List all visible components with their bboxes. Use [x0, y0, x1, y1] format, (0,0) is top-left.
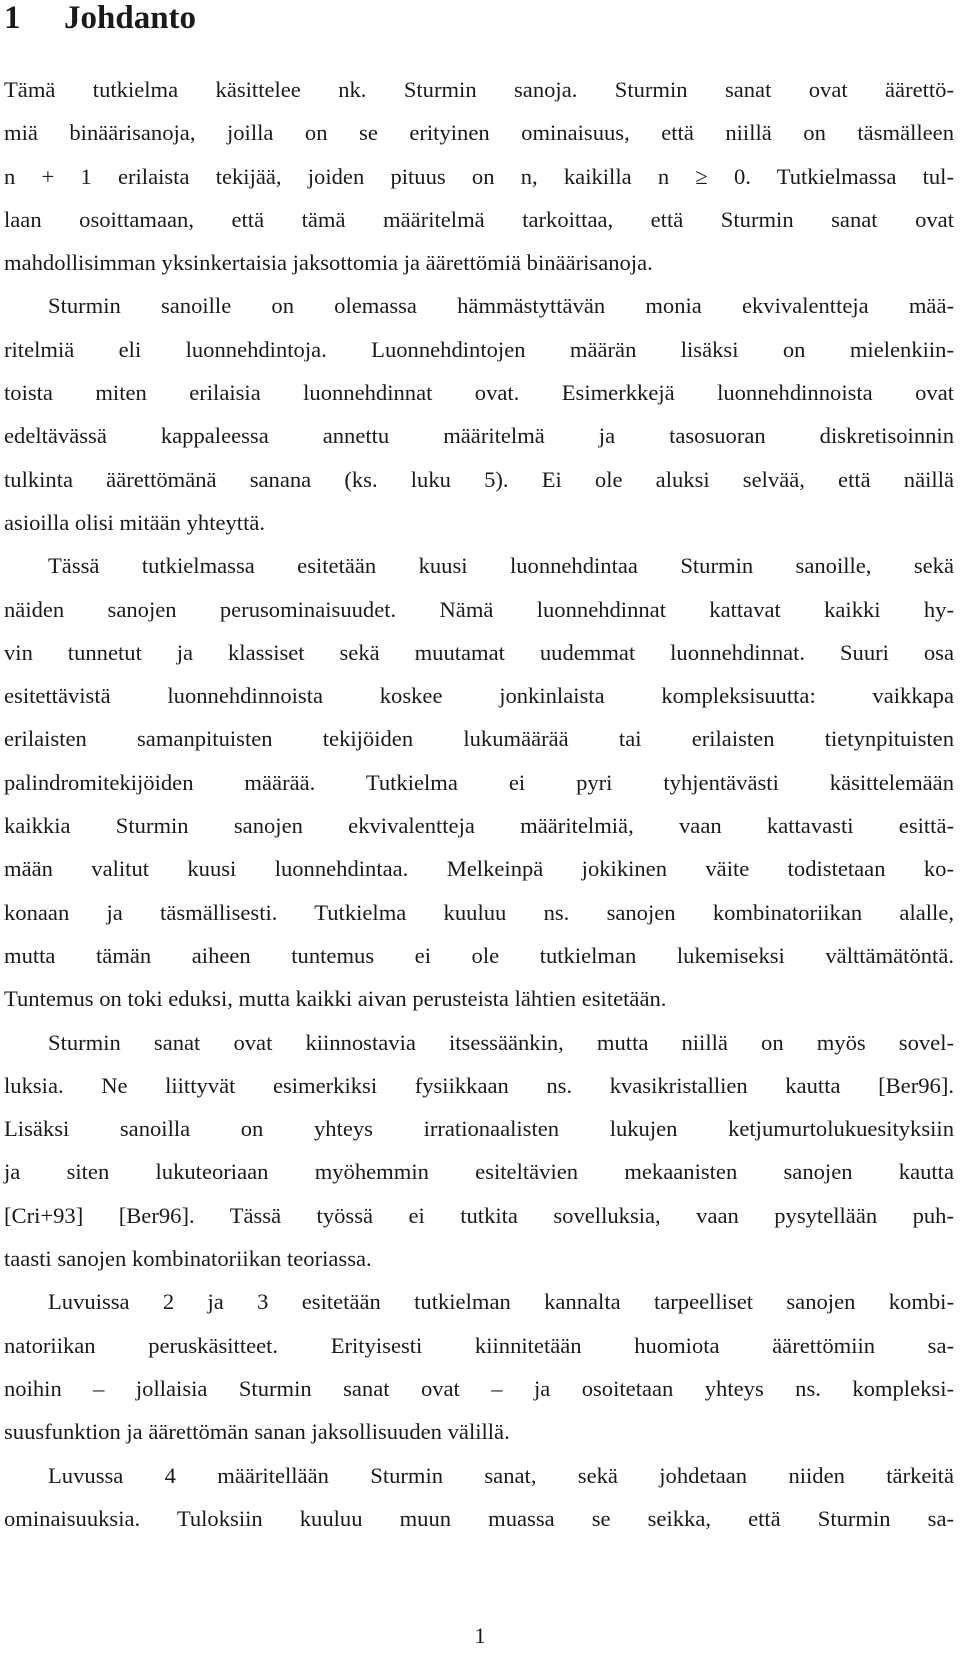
text-line: Luvussa 4 määritellään Sturmin sanat, sekä johdetaan niiden tärkeitä [48, 1462, 954, 1488]
page-number: 1 [474, 1623, 486, 1648]
section-heading [4, 0, 196, 40]
text-line: erilaisten samanpituisten tekijöiden lukumäärää tai erilaisten tietynpituisten [4, 726, 954, 752]
text-line: Tässä tutkielmassa esitetään kuusi luonnehdintaa Sturmin sanoille, sekä [48, 553, 954, 579]
section-number: 1 [4, 0, 21, 36]
text-line: Sturmin sanat ovat kiinnostavia itsessäänkin, mutta niillä on myös sovel- [48, 1029, 954, 1055]
text-line: edeltävässä kappaleessa annettu määritelmä ja tasosuoran diskretisoinnin [4, 423, 954, 449]
text-line: Sturmin sanoille on olemassa hämmästyttävän monia ekvivalentteja mää- [48, 293, 954, 319]
text-line: palindromitekijöiden määrää. Tutkielma ei pyri tyhjentävästi käsittelemään [4, 769, 954, 795]
paragraph [4, 1454, 954, 1541]
section-title: Johdanto [64, 0, 197, 36]
text-line: esitettävistä luonnehdinnoista koskee jonkinlaista kompleksisuutta: vaikkapa [4, 683, 954, 709]
text-line: mään valitut kuusi luonnehdintaa. Melkeinpä jokikinen väite todistetaan ko- [4, 856, 954, 882]
text-line: taasti sanojen kombinatoriikan teoriassa. [4, 1246, 372, 1272]
paragraph [4, 68, 954, 284]
text-line: kaikkia Sturmin sanojen ekvivalentteja määritelmiä, vaan kattavasti esittä- [4, 813, 954, 839]
text-line: näiden sanojen perusominaisuudet. Nämä luonnehdinnat kattavat kaikki hy- [4, 596, 954, 622]
text-line: tulkinta äärettömänä sanana (ks. luku 5). Ei ole aluksi selvää, että näillä [4, 466, 954, 492]
text-line: miä binäärisanoja, joilla on se erityinen ominaisuus, että niillä on täsmälleen [4, 120, 954, 146]
text-line: ja siten lukuteoriaan myöhemmin esiteltävien mekaanisten sanojen kautta [4, 1159, 954, 1185]
text-line: Luvuissa 2 ja 3 esitetään tutkielman kannalta tarpeelliset sanojen kombi- [48, 1289, 954, 1315]
text-line: asioilla olisi mitään yhteyttä. [4, 509, 266, 535]
text-line: vin tunnetut ja klassiset sekä muutamat uudemmat luonnehdinnat. Suuri osa [4, 639, 954, 665]
text-line: Tuntemus on toki eduksi, mutta kaikki aivan perusteista lähtien esitetään. [4, 986, 667, 1012]
text-line: suusfunktion ja äärettömän sanan jaksollisuuden välillä. [4, 1419, 510, 1445]
text-line: natoriikan peruskäsitteet. Erityisesti kiinnitetään huomiota äärettömiin sa- [4, 1332, 954, 1358]
paragraph [4, 544, 954, 1020]
text-line: Tämä tutkielma käsittelee nk. Sturmin sanoja. Sturmin sanat ovat äärettö- [4, 77, 954, 102]
text-line: noihin – jollaisia Sturmin sanat ovat – ja osoitetaan yhteys ns. kompleksi- [4, 1375, 954, 1401]
text-line: Lisäksi sanoilla on yhteys irrationaalisten lukujen ketjumurtolukuesityksiin [4, 1116, 954, 1142]
text-line: mahdollisimman yksinkertaisia jaksottomia ja äärettömiä binäärisanoja. [4, 250, 653, 276]
text-line: ritelmiä eli luonnehdintoja. Luonnehdintojen määrän lisäksi on mielenkiin- [4, 336, 954, 362]
paragraph [4, 284, 954, 544]
text-line: laan osoittamaan, että tämä määritelmä tarkoittaa, että Sturmin sanat ovat [4, 206, 954, 232]
text-line: konaan ja täsmällisesti. Tutkielma kuuluu ns. sanojen kombinatoriikan alalle, [4, 899, 954, 925]
paragraph [4, 1021, 954, 1281]
text-line: ominaisuuksia. Tuloksiin kuuluu muun muassa se seikka, että Sturmin sa- [4, 1505, 954, 1531]
text-line: n + 1 erilaista tekijää, joiden pituus on n, kaikilla n ≥ 0. Tutkielmassa tul- [4, 163, 954, 189]
text-line: mutta tämän aiheen tuntemus ei ole tutkielman lukemiseksi välttämätöntä. [4, 942, 954, 968]
text-line: toista miten erilaisia luonnehdinnat ovat. Esimerkkejä luonnehdinnoista ovat [4, 380, 954, 406]
text-line: luksia. Ne liittyvät esimerkiksi fysiikkaan ns. kvasikristallien kautta [Ber96]. [4, 1072, 954, 1098]
body-text [4, 68, 954, 1540]
text-line: [Cri+93] [Ber96]. Tässä työssä ei tutkita sovelluksia, vaan pysytellään puh- [4, 1202, 954, 1228]
paragraph [4, 1280, 954, 1453]
